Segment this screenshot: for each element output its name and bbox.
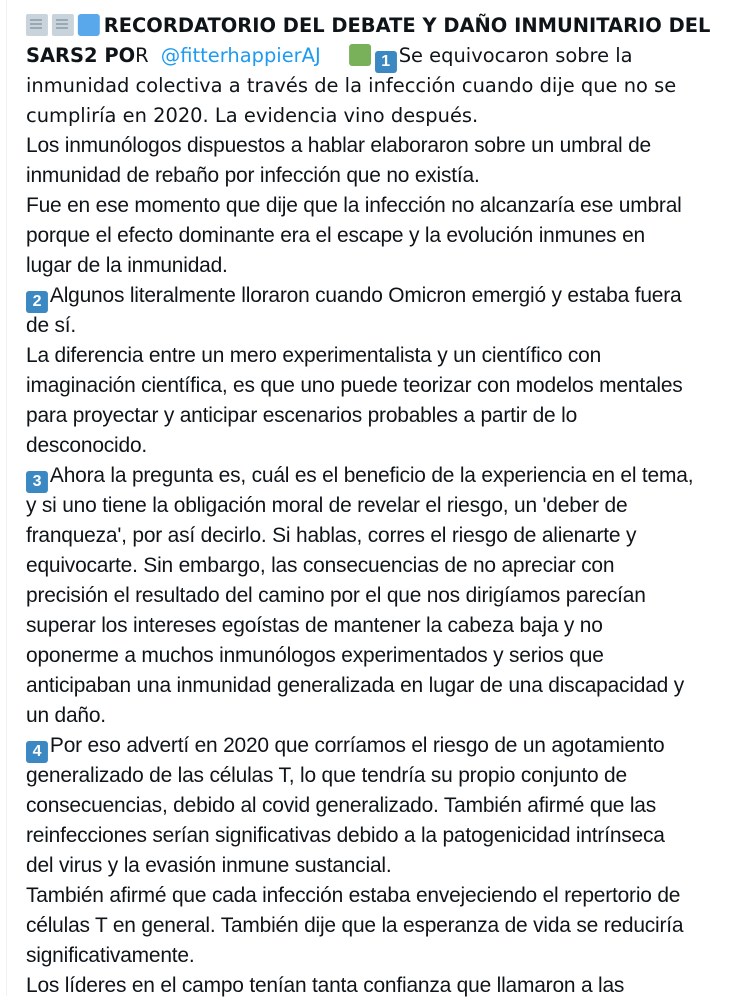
tweet-line: células T en general. También dije que la esperanza de vida se reduciría [26, 914, 684, 937]
point-4-text: Por eso advertí en 2020 que corríamos el riesgo de un agotamiento [49, 734, 665, 757]
blue-square-icon [78, 14, 100, 36]
point-3-text: Ahora la pregunta es, cuál es el beneficio de la experiencia en el tema, [49, 464, 694, 487]
tweet-title-cont: SARS2 PO [26, 44, 136, 67]
tweet-line: lugar de la inmunidad. [26, 254, 228, 277]
tweet-line: precisión el resultado del camino por el que nos dirigíamos parecían [26, 584, 646, 607]
timeline-border [6, 0, 7, 996]
tweet-line: cumpliría en 2020. La evidencia vino después. [26, 104, 479, 127]
tweet-line: de sí. [26, 314, 77, 337]
tweet-line: equivocarte. Sin embargo, las consecuencias de no apreciar con [26, 554, 615, 577]
tweet-line: generalizado de las células T, lo que tendría su propio conjunto de [26, 764, 627, 787]
tweet-line: reinfecciones serían significativas debido a la patogenicidad intrínseca [26, 824, 665, 847]
point-2-line [26, 281, 742, 311]
tweet-line: consecuencias, debido al covid generalizado. También afirmé que las [26, 794, 657, 817]
tweet-line: anticipaban una inmunidad generalizada en lugar de una discapacidad y [26, 674, 685, 697]
tweet-line: Los líderes en el campo tenían tanta confianza que llamaron a las [26, 974, 625, 997]
page-with-curl-icon [26, 14, 48, 36]
tweet-line: del virus y la evasión inmune sustancial. [26, 854, 392, 877]
point-2-text: Algunos literalmente lloraron cuando Omicron emergió y estaba fuera [49, 284, 682, 307]
keycap-1-icon: 1 [375, 51, 397, 73]
tweet-line: desconocido. [26, 434, 148, 457]
tweet-line: inmunidad colectiva a través de la infección cuando dije que no se [26, 74, 677, 97]
tweet-line: inmunidad de rebaño por infección que no existía. [26, 164, 480, 187]
page-with-curl-icon [52, 14, 74, 36]
tweet-intro: Se equivocaron sobre la [398, 44, 633, 67]
tweet-line: franqueza', por así decirlo. Si hablas, corres el riesgo de alienarte y [26, 524, 637, 547]
keycap-2-icon: 2 [26, 291, 48, 313]
tweet-line: La diferencia entre un mero experimentalista y un científico con [26, 344, 602, 367]
tweet-line: porque el efecto dominante era el escape y la evolución inmunes en [26, 224, 645, 247]
tweet-text [26, 11, 744, 1001]
tweet-line: oponerme a muchos inmunólogos experimentados y serios que [26, 644, 604, 667]
tweet-title: RECORDATORIO DEL DEBATE Y DAÑO INMUNITARIO DEL [103, 14, 711, 37]
tweet-line: un daño. [26, 704, 106, 727]
tweet-line: imaginación científica, es que uno puede teorizar con modelos mentales [26, 374, 683, 397]
tweet-line: significativamente. [26, 944, 195, 967]
point-3-line [26, 461, 742, 491]
tweet-title-tail: R [135, 44, 149, 67]
point-4-line [26, 731, 742, 761]
tweet-line: para proyectar y anticipar escenarios probables a partir de lo [26, 404, 578, 427]
keycap-4-icon: 4 [26, 741, 48, 763]
tweet-line: También afirmé que cada infección estaba envejeciendo el repertorio de [26, 884, 681, 907]
tweet-title-line [26, 11, 742, 41]
tweet-line: Los inmunólogos dispuestos a hablar elaboraron sobre un umbral de [26, 134, 651, 157]
mention-link[interactable]: @fitterhappierAJ [160, 44, 321, 67]
keycap-3-icon: 3 [26, 471, 48, 493]
tweet-line: y si uno tiene la obligación moral de revelar el riesgo, un 'deber de [26, 494, 628, 517]
tweet-line: superar los intereses egoístas de mantener la cabeza baja y no [26, 614, 603, 637]
tweet-line [26, 41, 742, 71]
green-square-icon [349, 44, 371, 66]
tweet-line: Fue en ese momento que dije que la infección no alcanzaría ese umbral [26, 194, 682, 217]
